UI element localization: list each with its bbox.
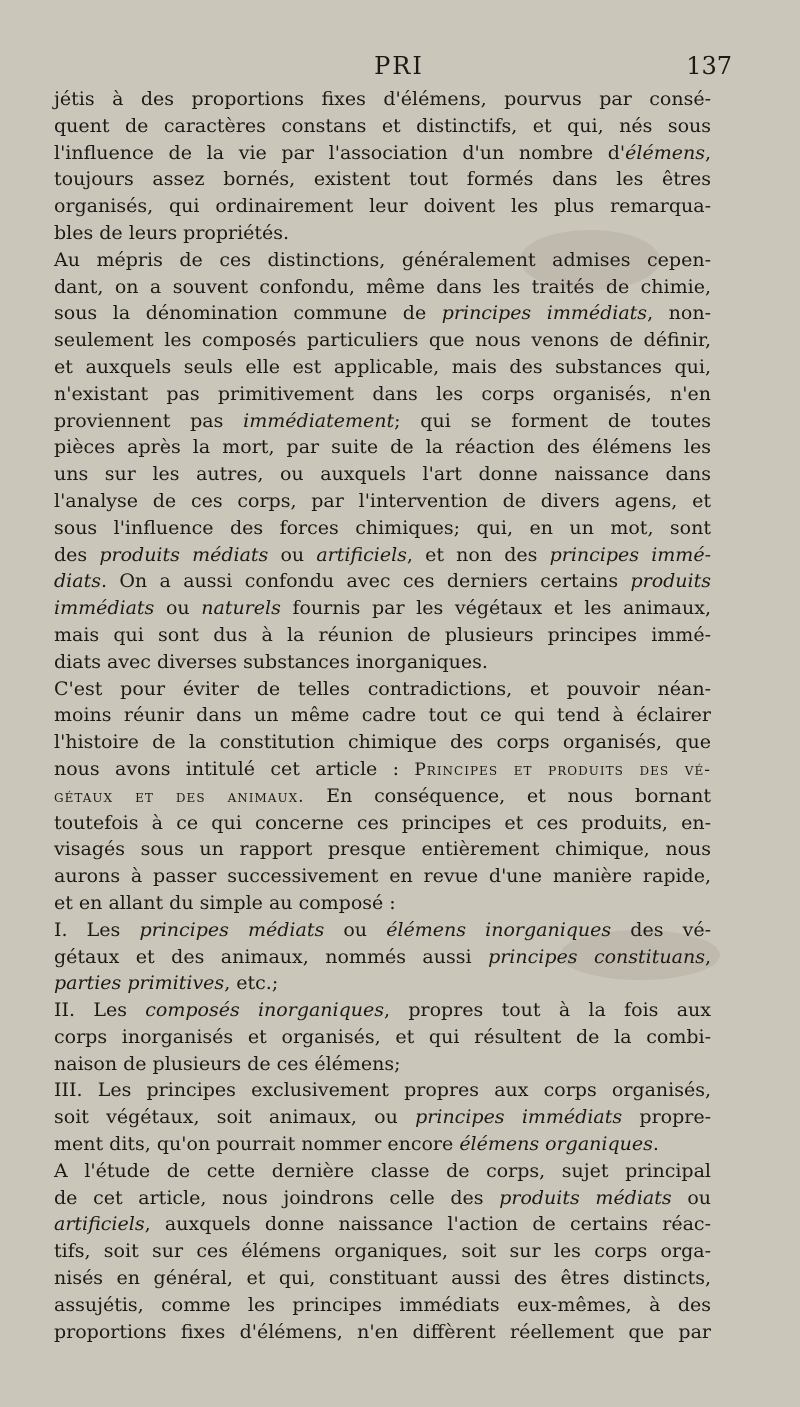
italic-text: diats	[54, 570, 101, 593]
italic-text: produits médiats	[499, 1186, 672, 1209]
text-line	[54, 1024, 711, 1051]
text-line	[54, 113, 711, 140]
text-line	[54, 193, 711, 220]
italic-text: immédiatement	[243, 409, 395, 432]
text-run: naison de plusieurs de ces élémens;	[54, 1052, 401, 1075]
text-line	[54, 86, 711, 113]
text-run: aurons à passer successivement en revue d'une manière rapide,	[54, 865, 711, 888]
text-run: . On a aussi confondu avec ces derniers certains	[100, 570, 631, 593]
body-text	[54, 86, 711, 1345]
text-run: sous l'influence des forces chimiques; qui, en un mot, sont	[54, 516, 711, 539]
text-line	[54, 863, 711, 890]
text-run: , etc.;	[224, 972, 279, 995]
text-line	[54, 997, 711, 1024]
text-run: seulement les composés particuliers que nous venons de définir,	[54, 329, 711, 352]
italic-text: principes immé-	[549, 543, 711, 566]
text-line	[54, 300, 711, 327]
small-caps-text: Principes et produits des vé-	[414, 759, 711, 780]
italic-text: produits	[630, 570, 711, 593]
text-line	[54, 408, 711, 435]
text-run: II. Les	[54, 999, 146, 1022]
text-line	[54, 327, 711, 354]
text-run: l'influence de la vie par l'association d'un nombre d'	[54, 141, 626, 164]
text-line	[54, 676, 711, 703]
text-line	[54, 515, 711, 542]
text-run: moins réunir dans un même cadre tout ce qui tend à éclairer	[54, 704, 711, 727]
text-line	[54, 488, 711, 515]
text-run: ment dits, qu'on pourrait nommer encore	[54, 1133, 460, 1156]
italic-text: composés inorganiques	[145, 999, 385, 1022]
text-run: , auxquels donne naissance l'action de certains réac-	[144, 1213, 711, 1236]
text-run: uns sur les autres, ou auxquels l'art donne naissance dans	[54, 463, 711, 486]
text-run: ou	[154, 597, 202, 620]
text-run: assujétis, comme les principes immédiats eux-mêmes, à des	[54, 1293, 711, 1316]
text-line	[54, 1131, 711, 1158]
text-line	[54, 595, 711, 622]
text-run: dant, on a souvent confondu, même dans les traités de chimie,	[54, 275, 711, 298]
italic-text: immédiats	[54, 597, 155, 620]
text-line	[54, 729, 711, 756]
italic-text: principes immédiats	[441, 302, 648, 325]
text-run: de cet article, nous joindrons celle des	[54, 1186, 500, 1209]
text-line	[54, 1158, 711, 1185]
text-line	[54, 622, 711, 649]
text-line	[54, 434, 711, 461]
text-run: C'est pour éviter de telles contradictions, et pouvoir néan-	[54, 677, 711, 700]
text-line	[54, 381, 711, 408]
text-run: , et non des	[406, 543, 550, 566]
italic-text: artificiels	[54, 1213, 145, 1236]
italic-text: principes constituans	[488, 945, 705, 968]
text-run: ; qui se forment de toutes	[394, 409, 711, 432]
text-run: tifs, soit sur ces élémens organiques, soit sur les corps orga-	[54, 1240, 711, 1263]
text-run: des vé-	[611, 918, 711, 941]
text-run: ou	[671, 1186, 711, 1209]
text-line	[54, 1051, 711, 1078]
page-number: 137	[686, 52, 732, 80]
text-run: l'analyse de ces corps, par l'intervention de divers agens, et	[54, 489, 711, 512]
text-run: soit végétaux, soit animaux, ou	[54, 1106, 416, 1129]
text-run: bles de leurs propriétés.	[54, 221, 290, 244]
text-line	[54, 1238, 711, 1265]
text-line	[54, 354, 711, 381]
text-run: fournis par les végétaux et les animaux,	[280, 597, 711, 620]
text-run: et auxquels seuls elle est applicable, mais des substances qui,	[54, 355, 711, 378]
text-run: III. Les principes exclusivement propres aux corps organisés,	[54, 1079, 711, 1102]
italic-text: élémens organiques	[459, 1133, 653, 1156]
text-line	[54, 1185, 711, 1212]
text-run: des	[54, 543, 100, 566]
italic-text: principes médiats	[139, 918, 325, 941]
text-line	[54, 461, 711, 488]
text-line	[54, 1292, 711, 1319]
text-line	[54, 247, 711, 274]
text-line	[54, 1104, 711, 1131]
text-line	[54, 166, 711, 193]
text-run: proportions fixes d'élémens, n'en diffèrent réellement que par	[54, 1320, 711, 1343]
text-run: et en allant du simple au composé :	[54, 891, 396, 914]
text-line	[54, 970, 711, 997]
text-line	[54, 274, 711, 301]
text-run: organisés, qui ordinairement leur doivent les plus remarqua-	[54, 195, 711, 218]
text-run: visagés sous un rapport presque entièrement chimique, nous	[54, 838, 711, 861]
text-run: l'histoire de la constitution chimique des corps organisés, que	[54, 731, 711, 754]
text-line	[54, 1077, 711, 1104]
text-line	[54, 140, 711, 167]
text-run: quent de caractères constans et distinctifs, et qui, nés sous	[54, 114, 711, 137]
text-run: ou	[268, 543, 317, 566]
text-line	[54, 944, 711, 971]
italic-text: produits médiats	[99, 543, 269, 566]
text-line	[54, 836, 711, 863]
text-run: , propres tout à la fois aux	[384, 999, 711, 1022]
running-head: PRI	[374, 52, 424, 80]
text-line	[54, 890, 711, 917]
text-line	[54, 783, 711, 810]
text-run: ou	[324, 918, 387, 941]
text-run: pièces après la mort, par suite de la réaction des élémens les	[54, 436, 711, 459]
text-line	[54, 542, 711, 569]
italic-text: artificiels	[316, 543, 407, 566]
text-line	[54, 220, 711, 247]
text-line	[54, 702, 711, 729]
text-run: proviennent pas	[54, 409, 244, 432]
text-run: sous la dénomination commune de	[54, 302, 442, 325]
text-line	[54, 568, 711, 595]
text-run: jétis à des proportions fixes d'élémens, pourvus par consé-	[54, 88, 711, 110]
italic-text: naturels	[201, 597, 281, 620]
text-line	[54, 1265, 711, 1292]
text-line	[54, 1319, 711, 1346]
text-run: toutefois à ce qui concerne ces principes et ces produits, en-	[54, 811, 711, 834]
text-run: En conséquence, et nous bornant	[304, 784, 711, 807]
italic-text: élémens	[625, 141, 705, 164]
text-run: ,	[704, 945, 711, 968]
text-run: Au mépris de ces distinctions, généralement admises cepen-	[54, 248, 711, 271]
text-run: corps inorganisés et organisés, et qui résultent de la combi-	[54, 1025, 711, 1048]
text-line	[54, 917, 711, 944]
text-run: A l'étude de cette dernière classe de corps, sujet principal	[54, 1159, 711, 1182]
page-header	[54, 52, 744, 84]
text-line	[54, 649, 711, 676]
text-run: propre-	[622, 1106, 711, 1129]
text-run: mais qui sont dus à la réunion de plusieurs principes immé-	[54, 623, 711, 646]
text-run: nisés en général, et qui, constituant aussi des êtres distincts,	[54, 1267, 711, 1290]
text-run: n'existant pas primitivement dans les corps organisés, n'en	[54, 382, 711, 405]
italic-text: parties primitives	[54, 972, 225, 995]
italic-text: principes immédiats	[415, 1106, 623, 1129]
text-run: ,	[704, 141, 711, 164]
text-line	[54, 810, 711, 837]
small-caps-text: gétaux et des animaux.	[54, 786, 305, 807]
text-run: , non-	[647, 302, 711, 325]
text-line	[54, 1211, 711, 1238]
text-run: nous avons intitulé cet article :	[54, 757, 415, 780]
text-run: toujours assez bornés, existent tout formés dans les êtres	[54, 168, 711, 191]
text-run: diats avec diverses substances inorganiques.	[54, 650, 488, 673]
italic-text: élémens inorganiques	[386, 918, 612, 941]
text-run: I. Les	[54, 918, 140, 941]
text-line	[54, 756, 711, 783]
text-run: .	[652, 1133, 659, 1156]
text-run: gétaux et des animaux, nommés aussi	[54, 945, 489, 968]
